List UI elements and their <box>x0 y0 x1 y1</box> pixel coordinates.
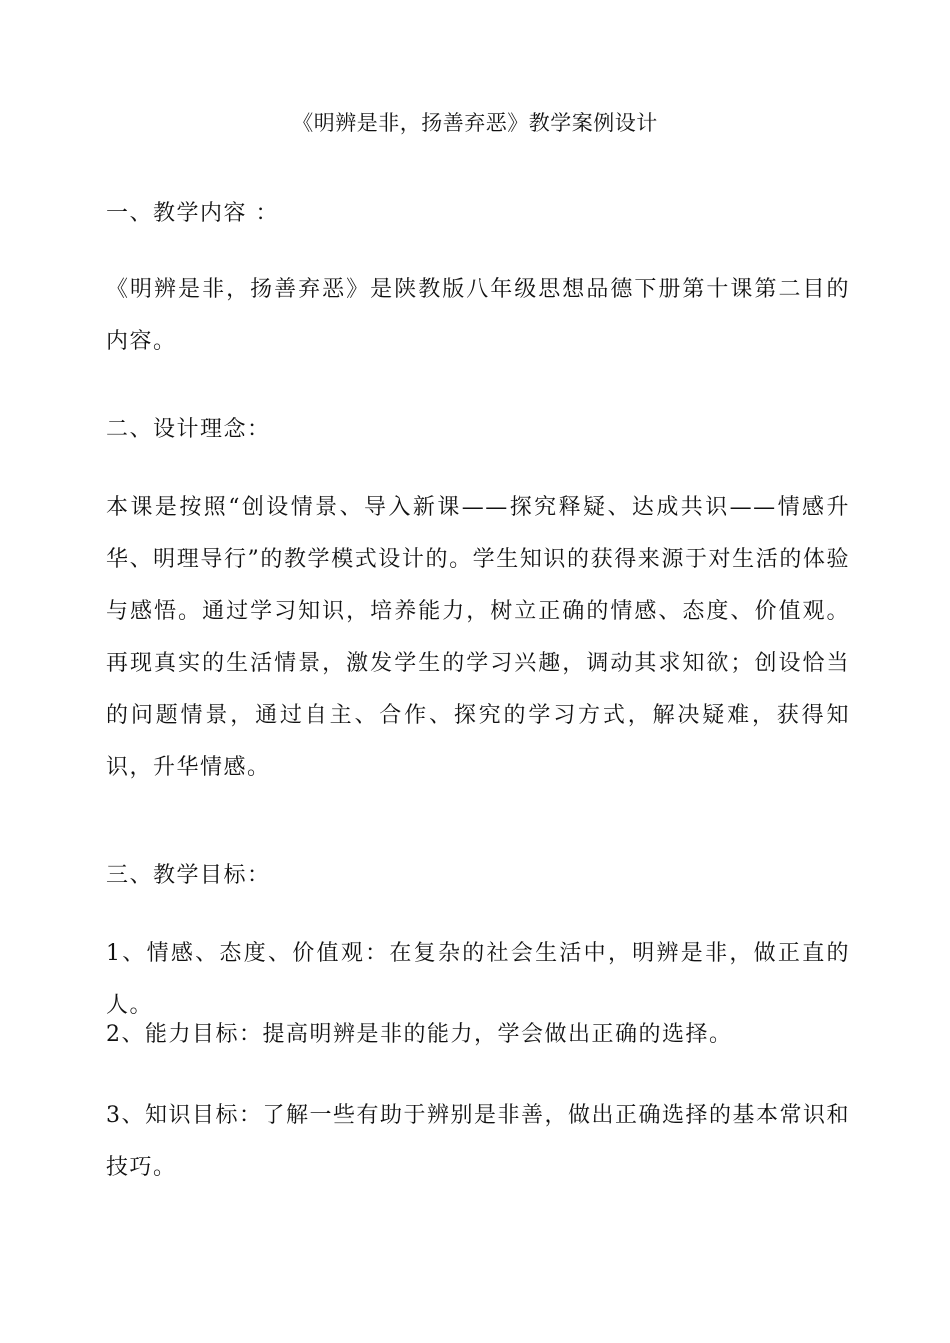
goal-item-ability: 2、能力目标：提高明辨是非的能力，学会做出正确的选择。 <box>106 1022 733 1047</box>
section-heading-concept: 二、设计理念： <box>106 417 271 442</box>
goal-item-knowledge: 3、知识目标：了解一些有助于辨别是非善，做出正确选择的基本常识和技巧。 <box>106 1103 850 1180</box>
section-body-content: 《明辨是非，扬善弃恶》是陕教版八年级思想品德下册第十课第二目的内容。 <box>106 277 850 354</box>
goal-item-emotion: 1、情感、态度、价值观：在复杂的社会生活中，明辨是非，做正直的人。 <box>106 941 850 1018</box>
document-title: 《明辨是非，扬善弃恶》教学案例设计 <box>292 111 658 135</box>
section-body-concept: 本课是按照“创设情景、导入新课——探究释疑、达成共识——情感升华、明理导行”的教学模式设计的。学生知识的获得来源于对生活的体验与感悟。通过学习知识，培养能力，树立正确的情感、态度、价值观。再现真实的生活情景，激发学生的学习兴趣，调动其求知欲；创设恰当的问题情景，通过自主、合作、探究的学习方式，解决疑难，获得知识，升华情感。 <box>106 495 850 780</box>
section-heading-content: 一、教学内容 ： <box>106 201 279 226</box>
section-heading-goals: 三、教学目标： <box>106 863 271 888</box>
